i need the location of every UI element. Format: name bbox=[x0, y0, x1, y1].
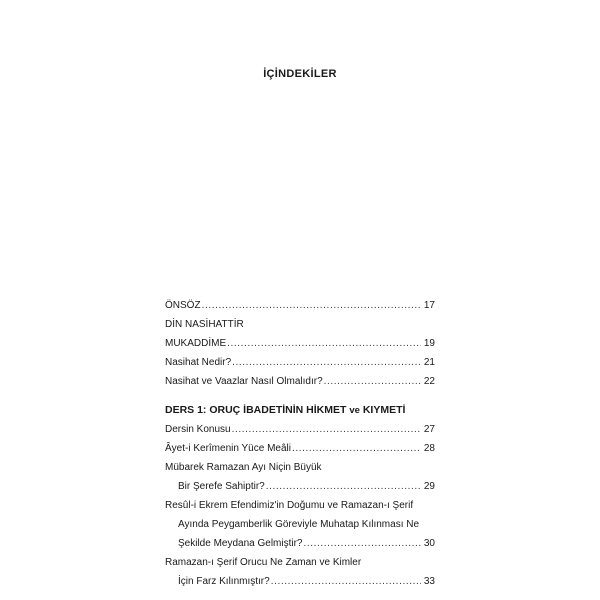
toc-entry-onsoz bbox=[165, 296, 435, 315]
toc-leader-dots bbox=[232, 353, 421, 372]
toc-entry-text: Şekilde Meydana Gelmiştir? bbox=[178, 538, 303, 549]
toc-page-number: 29 bbox=[423, 481, 435, 492]
toc-leader-dots bbox=[271, 572, 421, 591]
toc-entry-text: Nasihat Nedir? bbox=[165, 357, 232, 368]
toc-entry-text: Âyet-i Kerîmenin Yüce Meâli bbox=[165, 443, 291, 454]
toc-entry-farz-kilinmistir bbox=[165, 572, 435, 591]
toc-leader-dots bbox=[324, 372, 421, 391]
toc-page-number: 27 bbox=[423, 424, 435, 435]
toc-entry-mukaddime bbox=[165, 334, 435, 353]
section-spacer bbox=[165, 391, 435, 401]
toc-entry-din-nasihattir bbox=[165, 315, 435, 334]
toc-entry-text: ÖNSÖZ bbox=[165, 300, 201, 311]
toc-entry-text: Mübarek Ramazan Ayı Niçin Büyük bbox=[165, 462, 322, 473]
toc-entry-ramazan-buyuk bbox=[165, 458, 435, 477]
toc-page-number: 30 bbox=[423, 538, 435, 549]
section-heading bbox=[165, 401, 435, 420]
toc-entry-serefe-sahiptir bbox=[165, 477, 435, 496]
section-heading-conjunction: ve bbox=[349, 405, 360, 416]
toc-entry-text: MUKADDİME bbox=[165, 338, 227, 349]
toc-leader-dots bbox=[266, 477, 421, 496]
toc-entry-text: Bir Şerefe Sahiptir? bbox=[178, 481, 265, 492]
toc-entry-dersin-konusu bbox=[165, 420, 435, 439]
toc-page-number: 22 bbox=[423, 376, 435, 387]
toc-entry-nasihat-vaazlar bbox=[165, 372, 435, 391]
table-of-contents bbox=[165, 296, 435, 591]
toc-entry-text: Ayında Peygamberlik Göreviyle Muhatap Kılınması Ne bbox=[178, 519, 420, 530]
toc-entry-text: Ramazan-ı Şerif Orucu Ne Zaman ve Kimler bbox=[165, 557, 362, 568]
toc-entry-peygamberlik bbox=[165, 515, 435, 534]
toc-entry-text: Resûl-i Ekrem Efendimiz'in Doğumu ve Ramazan-ı Şerif bbox=[165, 500, 414, 511]
page-title: İÇİNDEKİLER bbox=[263, 68, 337, 80]
toc-leader-dots bbox=[202, 296, 421, 315]
toc-entry-nasihat-nedir bbox=[165, 353, 435, 372]
section-heading-part1: DERS 1: ORUÇ İBADETİNİN HİKMET bbox=[165, 404, 350, 416]
toc-page-number: 21 bbox=[423, 357, 435, 368]
toc-entry-ramazan-orucu bbox=[165, 553, 435, 572]
toc-page-number: 33 bbox=[423, 576, 435, 587]
toc-entry-text: DİN NASİHATTİR bbox=[165, 319, 244, 330]
toc-entry-text: Dersin Konusu bbox=[165, 424, 231, 435]
toc-entry-text: İçin Farz Kılınmıştır? bbox=[178, 576, 270, 587]
toc-leader-dots bbox=[292, 439, 421, 458]
toc-entry-meydana-gelmistir bbox=[165, 534, 435, 553]
section-heading-part3: KIYMETİ bbox=[359, 404, 406, 416]
toc-entry-resul-dogumu bbox=[165, 496, 435, 515]
toc-leader-dots bbox=[227, 334, 421, 353]
toc-leader-dots bbox=[232, 420, 421, 439]
toc-entry-ayet-meali bbox=[165, 439, 435, 458]
toc-entry-text: Nasihat ve Vaazlar Nasıl Olmalıdır? bbox=[165, 376, 323, 387]
toc-page-number: 28 bbox=[423, 443, 435, 454]
toc-leader-dots bbox=[304, 534, 421, 553]
toc-page-number: 19 bbox=[423, 338, 435, 349]
toc-page-number: 17 bbox=[423, 300, 435, 311]
